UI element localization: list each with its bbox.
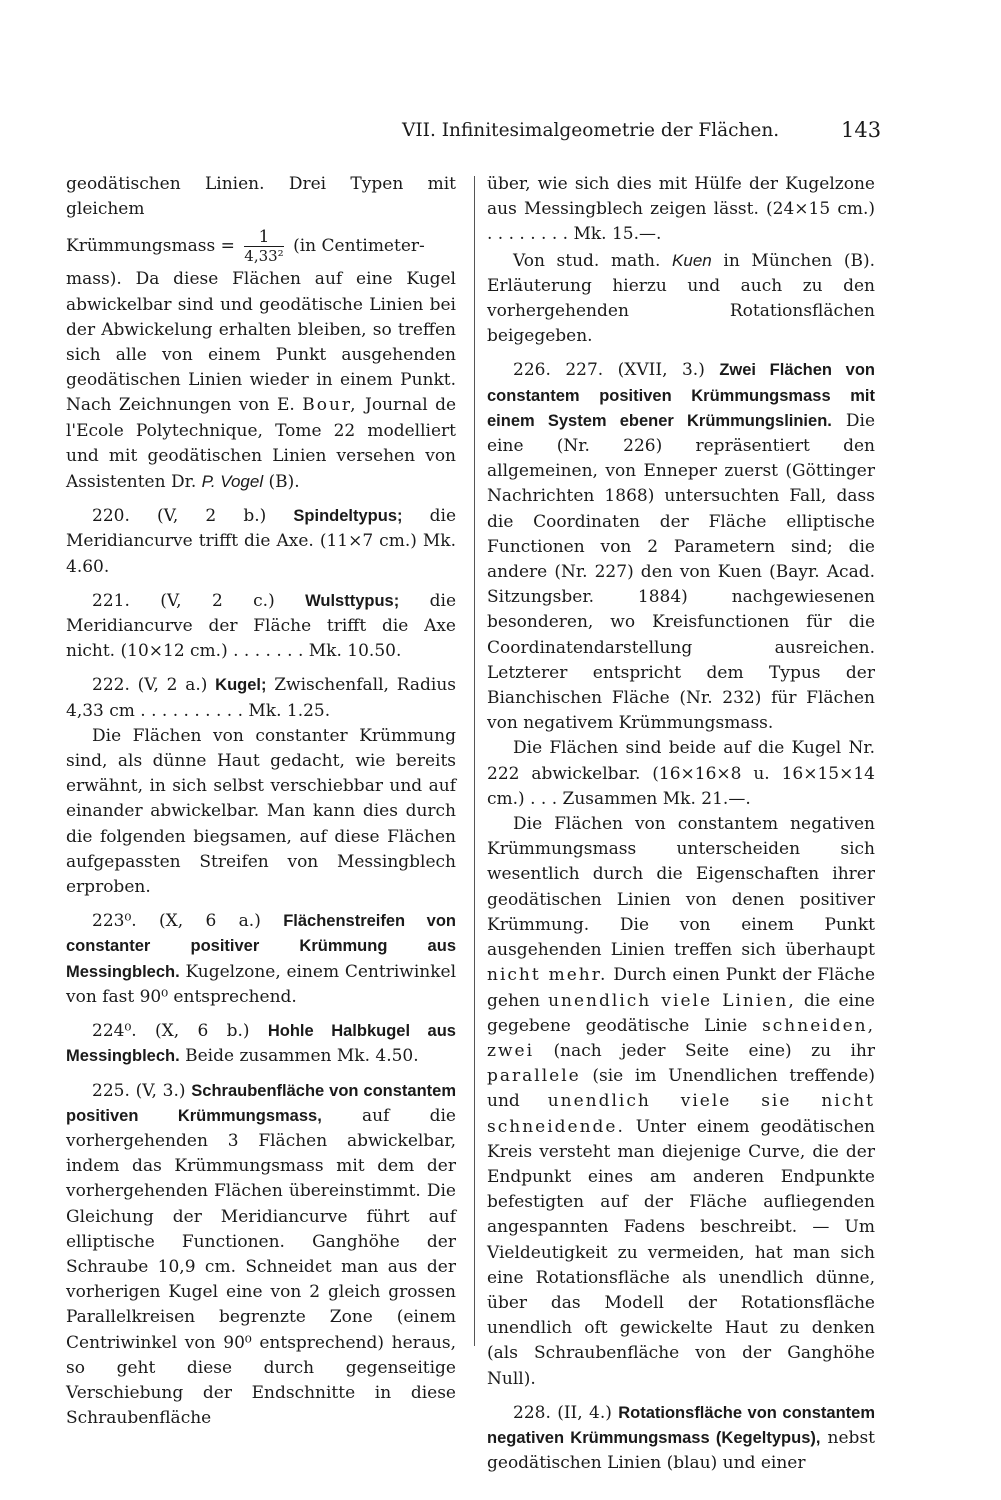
author-bour: Bour, (302, 395, 358, 416)
running-title: VII. Infinitesimalgeometrie der Flächen. (402, 120, 780, 141)
running-header (0, 118, 1001, 148)
entry-221 (66, 589, 456, 665)
entry-228 (487, 1401, 875, 1477)
paragraph-text: Unter einem geodätischen Kreis versteht man diejenige Curve, die der Endpunkt eines am anderen Endpunkte befestigten auf der Fläche aufliegenden angespannten Fadens beschreibt. — Um Vieldeutigkeit zu vermeiden, hat man sich eine Rotationsfläche als unendlich dünne, über das Modell der Rotationsfläche unendlich oft gewickelte Haut zu denken (als Schraubenfläche von der Ganghöhe Null). (487, 1116, 875, 1389)
entry-text: auf die vorhergehenden 3 Flächen abwickelbar, indem das Krümmungsmass mit dem der vorhergehenden Flächen übereinstimmt. Die Gleichung der Meridiancurve führt auf elliptische Functionen. Ganghöhe der Schraube 10,9 cm. Schneidet man aus der vorherigen Kugel eine von 2 gleich grossen Parallelkreisen begrenzte Zone (einem Centriwinkel von 90⁰ entsprechend) heraus, so geht diese durch gegenseitige Verschiebung der Endschnitte in diese Schraubenfläche (66, 1105, 456, 1429)
author-kuen: Kuen (672, 250, 712, 270)
intro-text: mass). Da diese Flächen auf eine Kugel abwickelbar sind und geodätische Linien bei der Abwickelung erhalten bleiben, so treffen sich alle von einem Punkt ausgehenden geodätischen Linien wieder in einem Punkt. Nach Zeichnungen von E. (66, 269, 456, 416)
emphasis-unendlich: unendlich viele Linien, (548, 990, 796, 1011)
intro-text-end: (B). (268, 472, 300, 493)
entry-text: die Meridiancurve der Fläche trifft die Axe nicht. (10×12 cm.) . . . . . . . Mk. 10.50. (66, 590, 457, 662)
entry-text: nebst geodätischen Linien (blau) und einer (487, 1427, 875, 1474)
formula-label: Krümmungsmass = (66, 236, 235, 257)
entry-number: 223⁰. (X, 6 a.) (92, 911, 261, 932)
paragraph-text: (sie im Unendlichen treffende) und (487, 1066, 875, 1112)
entry-number: 220. (V, 2 b.) (92, 506, 267, 527)
continuation-paragraph: über, wie sich dies mit Hülfe der Kugelzone aus Messingblech zeigen lässt. (24×15 cm.) . . . . . . . . Mk. 15.—. (487, 174, 875, 245)
entry-225 (66, 1079, 456, 1432)
credit-text: Von stud. math. (513, 250, 661, 271)
credit-text-cont: in München (B). Erläuterung hierzu und auch zu den vorhergehenden Rotationsflächen beigegeben. (487, 250, 875, 347)
entry-title: Kugel; (215, 676, 267, 695)
intro-paragraph (66, 172, 456, 495)
page-number: 143 (841, 118, 882, 142)
entry-226-227 (487, 358, 875, 736)
constant-curvature-paragraph: Die Flächen von constanter Krümmung sind, als dünne Haut gedacht, wie bereits erwähnt, in sich selbst verschiebbar und auf einander abwickelbar. Man kann dies durch die folgenden biegsamen, auf diese Flächen aufgepassten Streifen von Messingblech erproben. (66, 725, 456, 898)
emphasis-parallele: parallele (487, 1066, 581, 1087)
entry-222 (66, 673, 456, 723)
developable-paragraph: Die Flächen sind beide auf die Kugel Nr. 222 abwickelbar. (16×16×8 u. 16×15×14 cm.) . . . Zusammen Mk. 21.—. (487, 738, 875, 809)
entry-text: Beide zusammen Mk. 4.50. (185, 1046, 419, 1067)
entry-text: Kugelzone, einem Centriwinkel von fast 90⁰ entsprechend. (66, 961, 457, 1007)
entry-title: Flächenstreifen von constanter positiver Krümmung aus Messingblech. (66, 912, 456, 981)
right-column (487, 172, 875, 1476)
entry-text: Zwischenfall, Radius 4,33 cm . . . . . . . . . . Mk. 1.25. (66, 675, 457, 721)
entry-220 (66, 504, 456, 580)
column-divider (474, 176, 475, 1346)
author-vogel: P. Vogel (201, 472, 264, 492)
emphasis-unendlich-viele: unendlich viele sie nicht schneidende. (487, 1091, 876, 1137)
entry-number: 225. (V, 3.) (92, 1080, 186, 1101)
fraction-denominator: 4,33² (244, 247, 284, 266)
paragraph-text: die eine gegebene geodätische Linie (487, 990, 875, 1036)
fraction (244, 228, 283, 265)
paragraph-text: Durch einen Punkt der Fläche gehen (487, 965, 876, 1011)
intro-line: geodätischen Linien. Drei Typen mit gleichem (66, 174, 456, 220)
emphasis-schneiden: schneiden, zwei (487, 1015, 875, 1061)
paragraph-text: (nach jeder Seite eine) zu ihr (553, 1040, 875, 1061)
entry-title: Hohle Halbkugel aus Messingblech. (66, 1022, 456, 1066)
entry-text: Die eine (Nr. 226) repräsentiert den allgemeinen, von Enneper zuerst (Göttinger Nachrichten 1868) untersuchten Fall, dass die Coordinaten der Fläche elliptische Functionen von 2 Parametern sind; die andere (Nr. 227) den von Kuen (Bayr. Acad. Sitzungsber. 1884) nachgewiesenen besonderen, wo Kreisfunctionen für die Coordinatendarstellung ausreichen. Letzterer entspricht dem Typus der Bianchischen Fläche (Nr. 232) für Flächen von negativem Krümmungsmass. (487, 410, 876, 734)
entry-223 (66, 909, 456, 1010)
curvature-formula (66, 228, 456, 265)
negative-curvature-paragraph (487, 812, 875, 1392)
entry-number: 226. 227. (XVII, 3.) (513, 360, 705, 381)
entry-number: 224⁰. (X, 6 b.) (92, 1021, 250, 1042)
emphasis-nicht: nicht mehr. (487, 965, 608, 986)
credit-paragraph (487, 248, 875, 350)
entry-number: 222. (V, 2 a.) (92, 675, 208, 696)
entry-number: 221. (V, 2 c.) (92, 590, 275, 611)
entry-title: Spindeltypus; (293, 507, 403, 526)
entry-text: die Meridiancurve trifft die Axe. (11×7 cm.) Mk. 4.60. (66, 506, 457, 577)
formula-tail: (in Centimeter- (293, 236, 425, 257)
entry-224 (66, 1019, 456, 1069)
left-column (66, 172, 456, 1431)
entry-title: Rotationsfläche von constantem negativen Krümmungsmass (Kegeltypus), (487, 1403, 875, 1447)
entry-title: Zwei Flächen von constantem positiven Krümmungsmass mit einem System ebener Krümmungslinien. (487, 361, 876, 430)
paragraph-text: Die Flächen von constantem negativen Krümmungsmass unterscheiden sich wesentlich durch die Eigenschaften ihrer geodätischen Linien von denen positiver Krümmung. Die von einem Punkt ausgehenden Linien treffen sich überhaupt (487, 814, 875, 961)
intro-text-cont: Journal de l'Ecole Polytechnique, Tome 22 modelliert und mit geodätischen Linien versehen von Assistenten Dr. (66, 395, 457, 493)
entry-title: Schraubenfläche von constantem positiven Krümmungsmass, (66, 1081, 456, 1125)
entry-title: Wulsttypus; (305, 591, 400, 610)
entry-number: 228. (II, 4.) (513, 1402, 612, 1423)
fraction-numerator: 1 (244, 228, 283, 247)
